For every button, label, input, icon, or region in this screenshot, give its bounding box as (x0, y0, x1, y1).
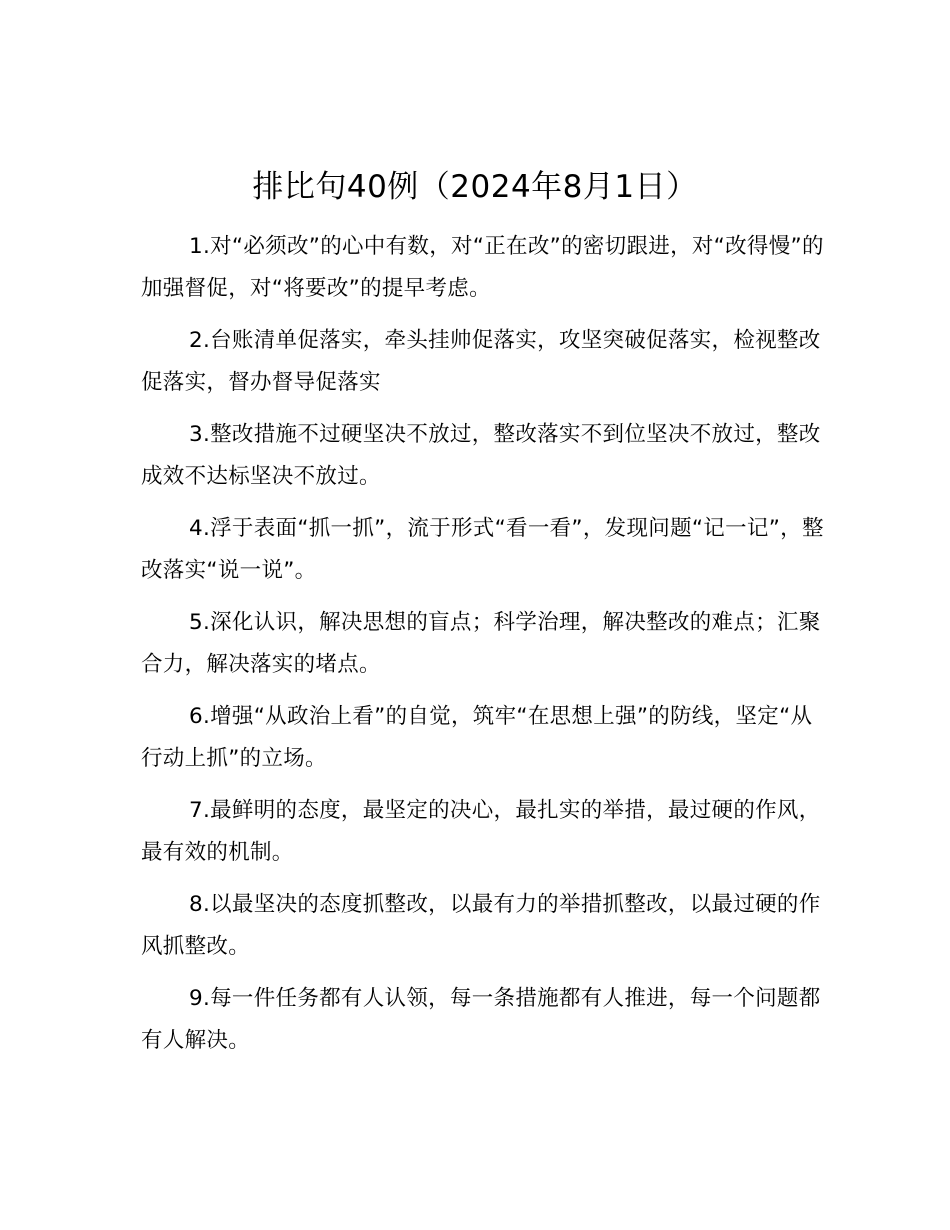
paragraph-8: 8.以最坚决的态度抓整改，以最有力的举措抓整改，以最过硬的作风抓整改。 (141, 892, 821, 959)
document-title: 排比句40例（2024年8月1日） (252, 169, 698, 205)
paragraph-4: 4.浮于表面“抓一抓”，流于形式“看一看”，发现问题“记一记”，整改落实“说一说”。 (141, 516, 824, 583)
paragraph-2: 2.台账清单促落实，牵头挂帅促落实，攻坚突破促落实，检视整改促落实，督办督导促落实 (141, 328, 821, 395)
document-body (141, 226, 831, 1072)
paragraph-3: 3.整改措施不过硬坚决不放过，整改落实不到位坚决不放过，整改成效不达标坚决不放过。 (141, 422, 821, 489)
paragraph-9: 9.每一件任务都有人认领，每一条措施都有人推进，每一个问题都有人解决。 (141, 986, 821, 1053)
paragraph-1: 1.对“必须改”的心中有数，对“正在改”的密切跟进，对“改得慢”的加强督促，对“将要改”的提早考虑。 (141, 234, 824, 301)
paragraph-5: 5.深化认识，解决思想的盲点；科学治理，解决整改的难点；汇聚合力，解决落实的堵点。 (141, 610, 821, 677)
paragraph-7: 7.最鲜明的态度，最坚定的决心，最扎实的举措，最过硬的作风，最有效的机制。 (141, 798, 821, 865)
paragraph-6: 6.增强“从政治上看”的自觉，筑牢“在思想上强”的防线，坚定“从行动上抓”的立场。 (141, 704, 813, 771)
